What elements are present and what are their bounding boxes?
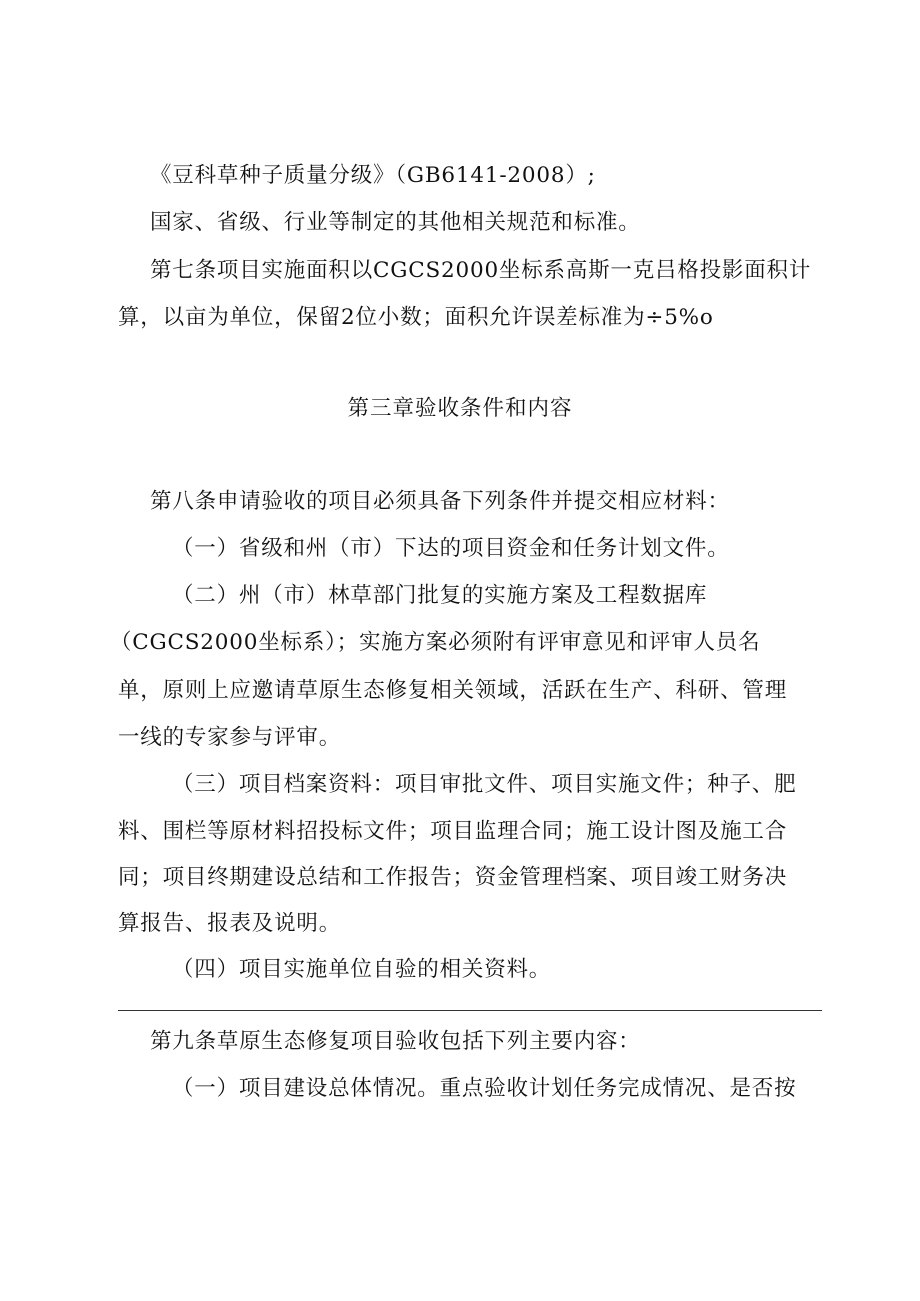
- article-8-item-3-line-4: [0, 904, 920, 944]
- article-7-line-2: [0, 298, 920, 338]
- article-8-item-2-text-3: 单，原则上应邀请草原生态修复相关领域，活跃在生产、科研、管理: [118, 678, 788, 703]
- article-7-text-1: 第七条项目实施面积以CGCS2000坐标系高斯一克吕格投影面积计: [150, 258, 812, 283]
- article-9-item-1: [0, 1069, 920, 1109]
- other-standards-paragraph: [0, 203, 920, 243]
- article-8-item-2-text-1: （二）州（市）林草部门批复的实施方案及工程数据库: [172, 583, 708, 608]
- article-8-item-3-line-1: [0, 765, 920, 805]
- article-8-item-4: [0, 950, 920, 990]
- article-9-item-1-text: （一）项目建设总体情况。重点验收计划任务完成情况、是否按: [172, 1076, 797, 1101]
- article-8-item-2-text-4: 一线的专家参与评审。: [118, 725, 342, 750]
- article-8-item-2-line-4: [0, 718, 920, 758]
- standard-reference-text: 《豆科草种子质量分级》（GB6141-2008）;: [150, 163, 596, 188]
- article-8-item-3-text-3: 同；项目终期建设总结和工作报告；资金管理档案、项目竣工财务决: [118, 865, 788, 890]
- article-8-text: 第八条申请验收的项目必须具备下列条件并提交相应材料：: [150, 489, 730, 514]
- article-8-item-3-text-4: 算报告、报表及说明。: [118, 911, 342, 936]
- article-9-paragraph: [0, 1022, 920, 1062]
- article-8-paragraph: [0, 482, 920, 522]
- article-8-item-1-text: （一）省级和州（市）下达的项目资金和任务计划文件。: [172, 536, 730, 561]
- other-standards-text: 国家、省级、行业等制定的其他相关规范和标准。: [150, 210, 641, 235]
- article-8-item-2-line-1: [0, 576, 920, 616]
- standard-reference: [0, 156, 920, 196]
- article-9-text: 第九条草原生态修复项目验收包括下列主要内容：: [150, 1029, 641, 1054]
- article-8-item-1: [0, 529, 920, 569]
- chapter-3-title: 第三章验收条件和内容: [347, 396, 573, 421]
- horizontal-divider: [118, 1010, 822, 1011]
- article-8-item-3-line-2: [0, 812, 920, 852]
- article-8-item-3-line-3: [0, 858, 920, 898]
- article-8-item-4-text: （四）项目实施单位自验的相关资料。: [172, 957, 552, 982]
- article-7-line-1: [0, 251, 920, 291]
- article-8-item-2-line-3: [0, 671, 920, 711]
- chapter-3-heading: [0, 389, 920, 429]
- article-8-item-3-text-1: （三）项目档案资料：项目审批文件、项目实施文件；种子、肥: [172, 772, 797, 797]
- article-8-item-2-line-2: [0, 623, 920, 663]
- article-7-text-2: 算，以亩为单位，保留2位小数；面积允许误差标准为÷5%o: [118, 305, 714, 330]
- article-8-item-3-text-2: 料、围栏等原材料招投标文件；项目监理合同；施工设计图及施工合: [118, 819, 788, 844]
- article-8-item-2-text-2: （CGCS2000坐标系）；实施方案必须附有评审意见和评审人员名: [110, 630, 761, 655]
